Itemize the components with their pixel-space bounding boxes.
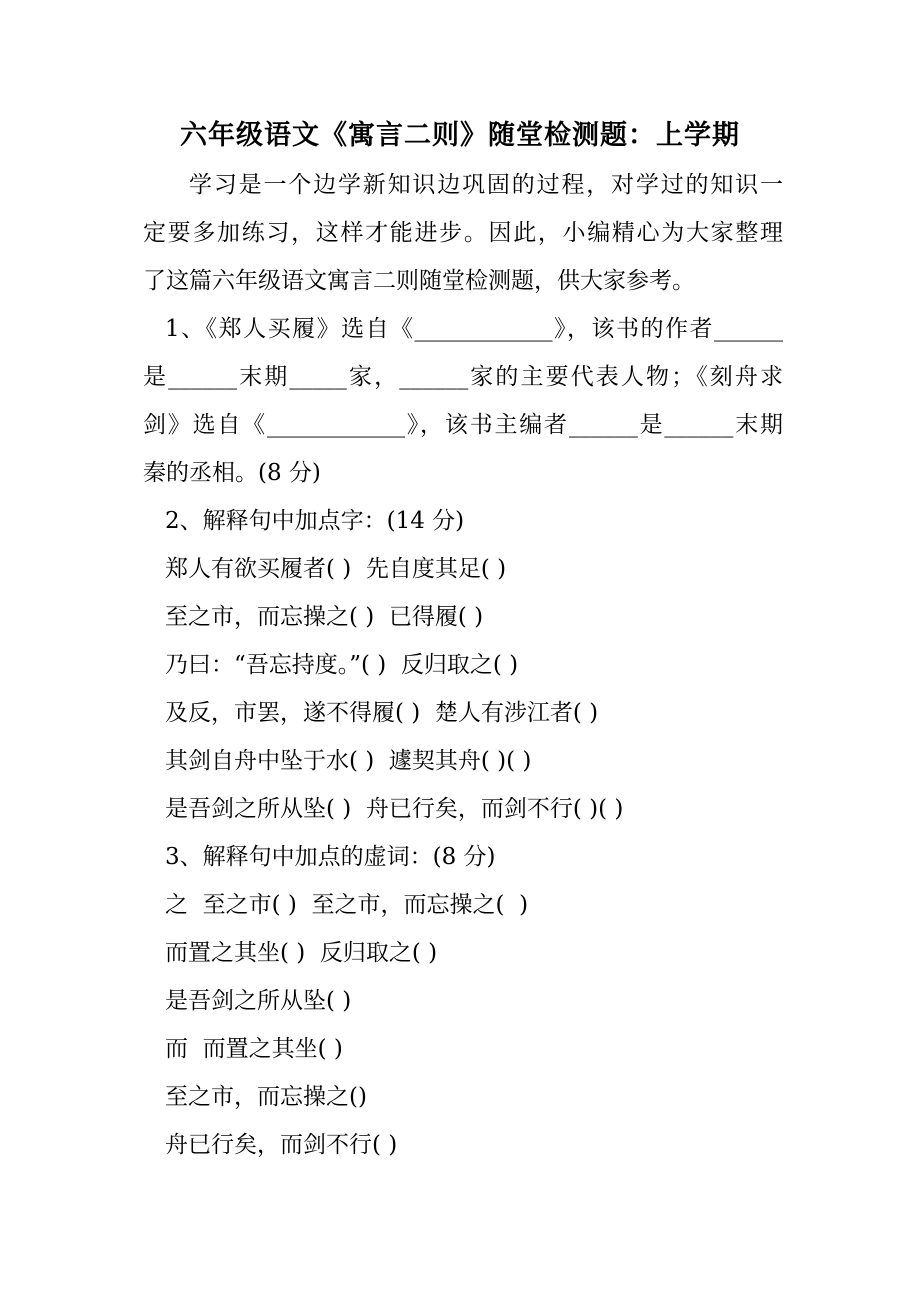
question-2-item: 及反，市罢，遂不得履( ) 楚人有涉江者( )	[165, 700, 599, 726]
question-2-item: 其剑自舟中坠于水( ) 遽契其舟( )( )	[165, 748, 532, 774]
question-3-item: 舟已行矣，而剑不行( )	[165, 1132, 398, 1158]
question-2-item: 乃曰：“吾忘持度。”( ) 反归取之( )	[165, 652, 519, 678]
intro-line: 学习是一个边学新知识边巩固的过程，对学过的知识一	[189, 172, 783, 198]
question-1-line: 是______末期_____家，______家的主要代表人物；《刻舟求	[143, 364, 783, 390]
question-1-line: 剑》选自《____________》，该书主编者______是______末期	[143, 412, 784, 438]
question-2-item: 至之市，而忘操之( ) 已得履( )	[165, 604, 484, 630]
question-2-item: 是吾剑之所从坠( ) 舟已行矣，而剑不行( )( )	[165, 796, 624, 822]
question-3-item: 而置之其坐( ) 反归取之( )	[165, 940, 438, 966]
question-3-item: 而 而置之其坐( )	[165, 1036, 343, 1062]
intro-line: 定要多加练习，这样才能进步。因此，小编精心为大家整理	[143, 220, 783, 246]
question-3-heading: 3、解释句中加点的虚词：(8 分)	[165, 844, 496, 870]
question-1-line: 秦的丞相。(8 分)	[143, 460, 321, 486]
question-3-item: 之 至之市( ) 至之市，而忘操之( )	[165, 892, 529, 918]
question-3-item: 是吾剑之所从坠( )	[165, 988, 352, 1014]
page-title: 六年级语文《寓言二则》随堂检测题：上学期	[180, 120, 740, 151]
question-3-item: 至之市，而忘操之()	[165, 1084, 367, 1110]
question-2-heading: 2、解释句中加点字：(14 分)	[165, 508, 465, 534]
document-body	[143, 161, 783, 1169]
intro-line: 了这篇六年级语文寓言二则随堂检测题，供大家参考。	[143, 268, 695, 294]
question-2-item: 郑人有欲买履者( ) 先自度其足( )	[165, 556, 507, 582]
question-1-line: 1、《郑人买履》选自《____________》，该书的作者______	[165, 316, 783, 342]
